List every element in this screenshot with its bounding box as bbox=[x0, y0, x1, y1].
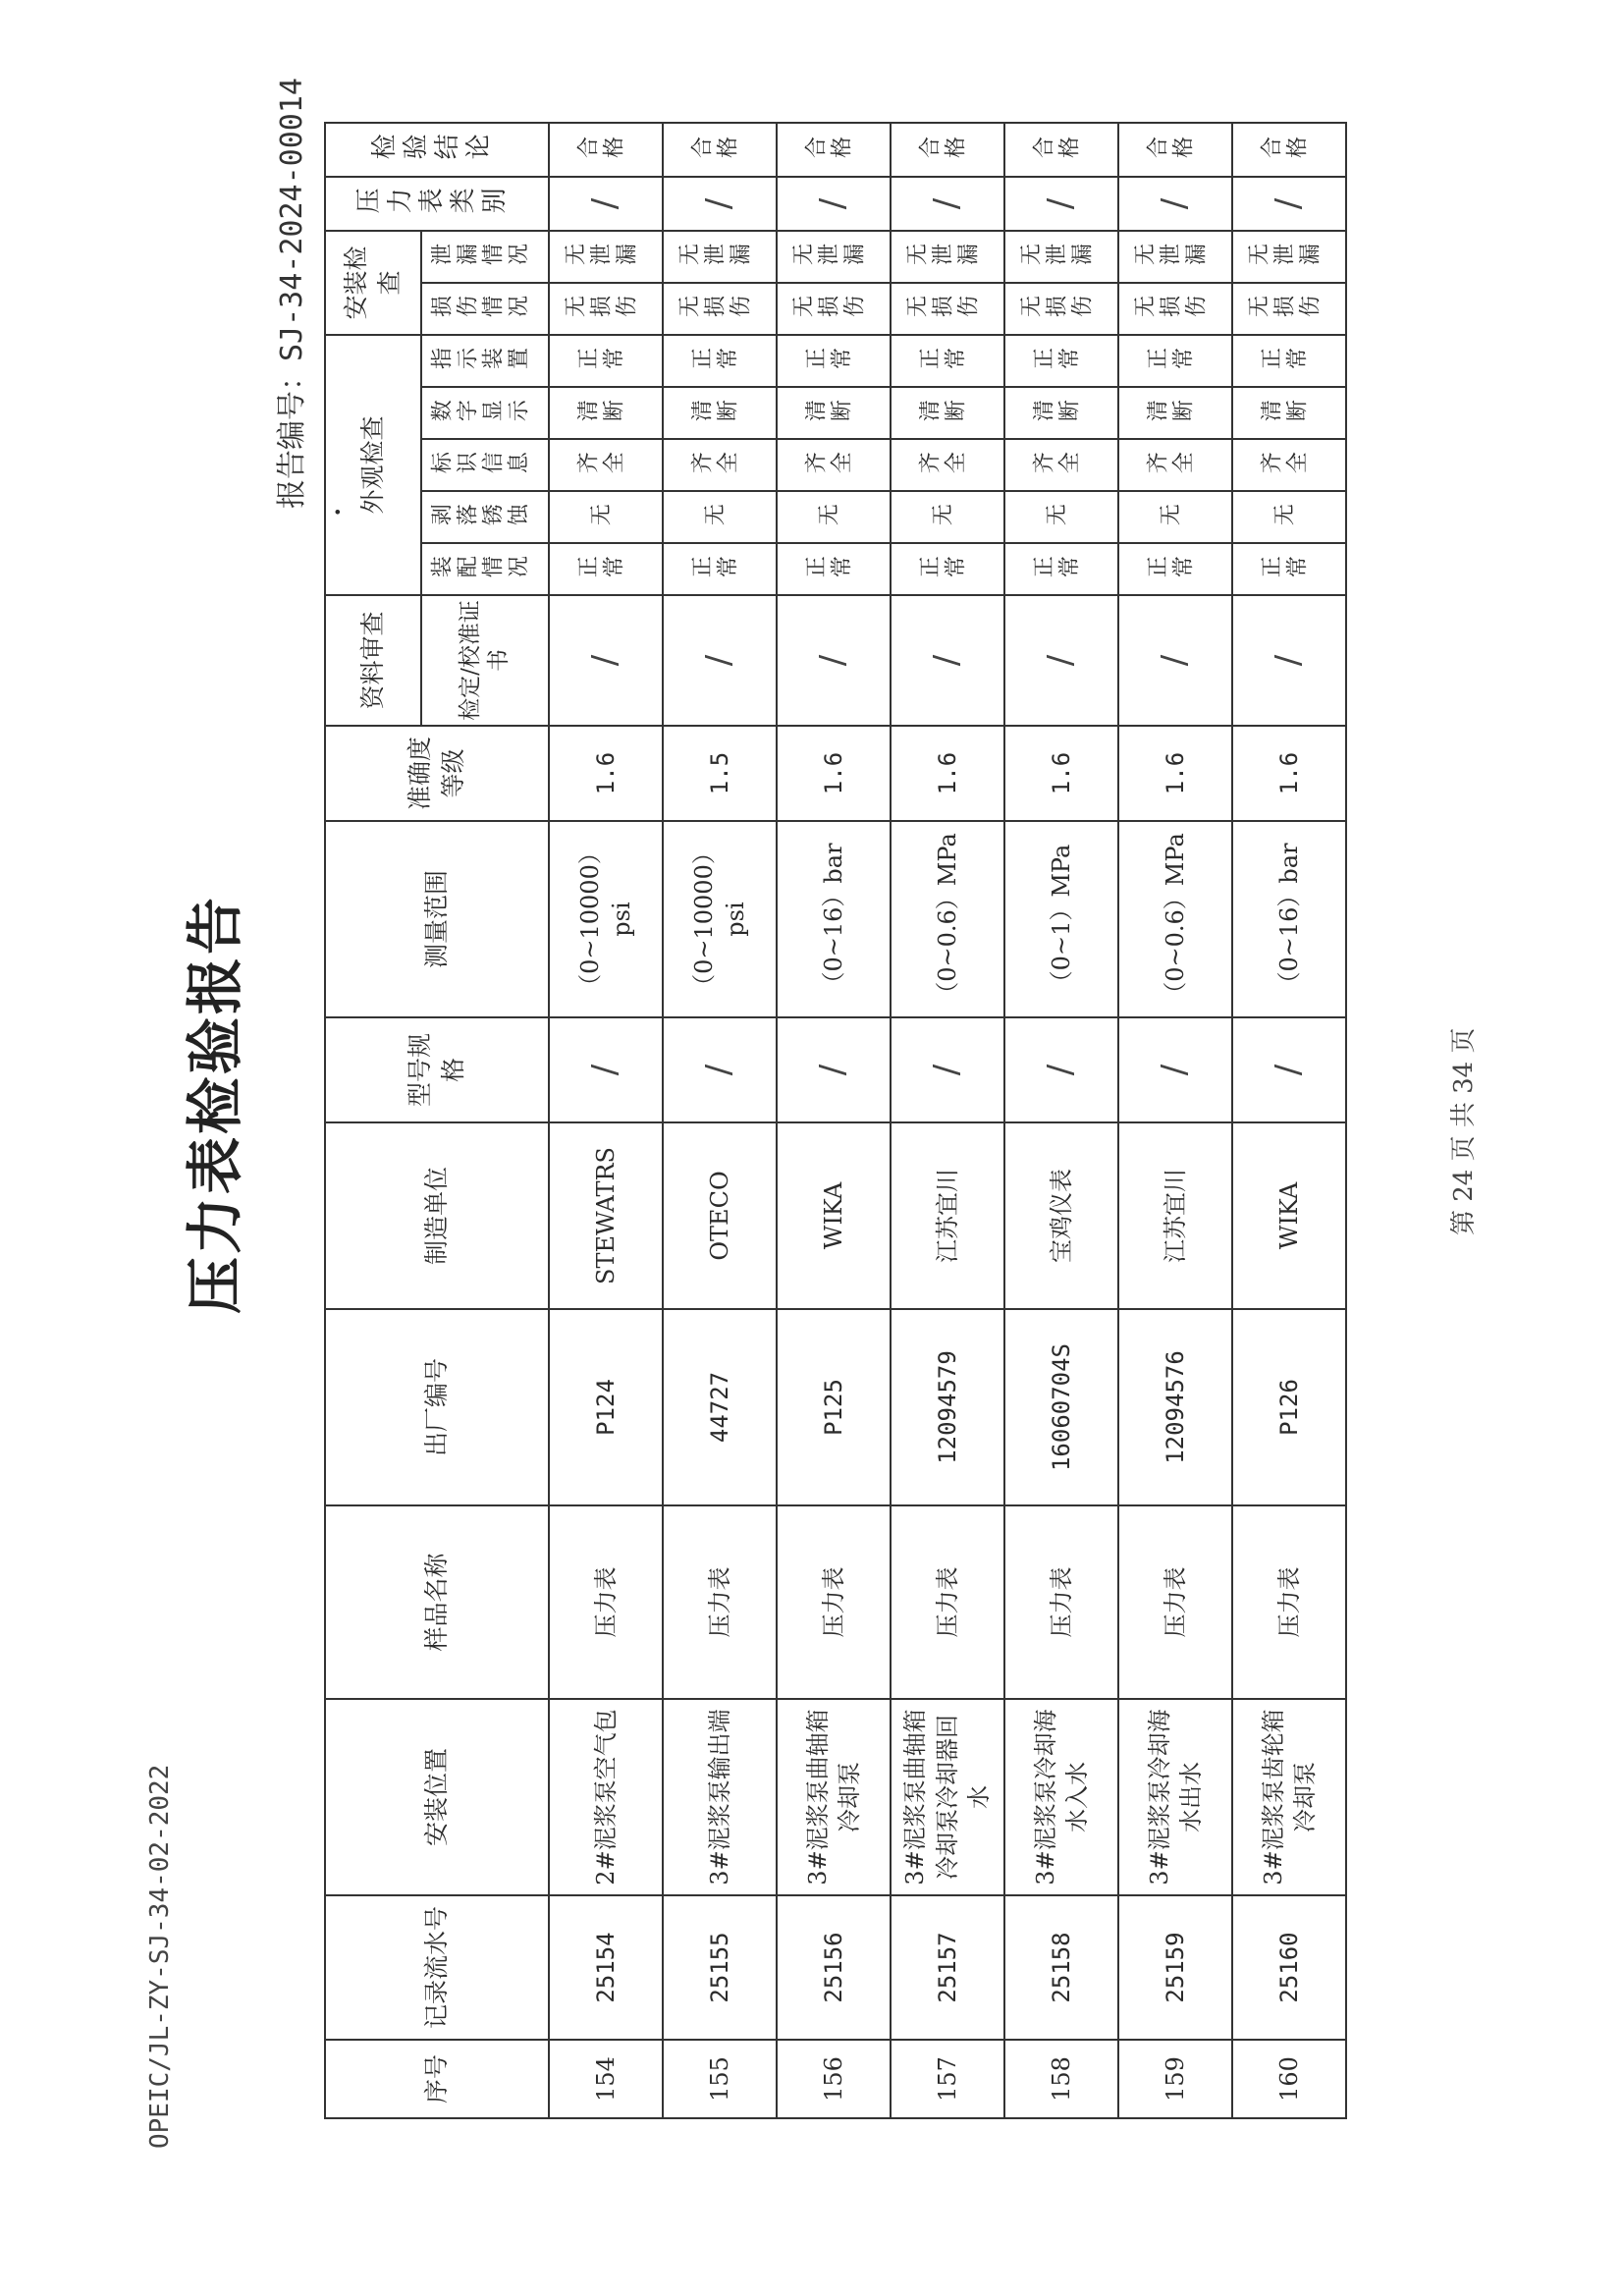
cell-range: （0~10000）psi bbox=[549, 821, 663, 1017]
header-serial-no: 出厂编号 bbox=[325, 1309, 549, 1505]
cell-seq: 156 bbox=[777, 2040, 891, 2118]
cell-peeling: 无 bbox=[1232, 491, 1346, 543]
cell-leak: 无泄漏 bbox=[1118, 231, 1232, 283]
report-number-value: SJ-34-2024-00014 bbox=[275, 78, 309, 361]
cell-docs-cert: / bbox=[1004, 595, 1118, 726]
cell-gauge-type: / bbox=[663, 177, 777, 231]
cell-assembly: 正常 bbox=[663, 543, 777, 595]
cell-digit-display: 清断 bbox=[777, 387, 891, 439]
cell-seq: 159 bbox=[1118, 2040, 1232, 2118]
cell-label-info: 齐全 bbox=[777, 439, 891, 491]
header-gauge-type: 压力表类别 bbox=[325, 177, 549, 231]
cell-damage: 无损伤 bbox=[549, 283, 663, 335]
header-damage: 损伤情况 bbox=[421, 283, 549, 335]
cell-docs-cert: / bbox=[891, 595, 1004, 726]
cell-range: （0~16）bar bbox=[777, 821, 891, 1017]
cell-peeling: 无 bbox=[1118, 491, 1232, 543]
cell-conclusion: 合格 bbox=[663, 123, 777, 177]
cell-record-no: 25156 bbox=[777, 1895, 891, 2040]
cell-label-info: 齐全 bbox=[1118, 439, 1232, 491]
cell-record-no: 25154 bbox=[549, 1895, 663, 2040]
header-seq: 序号 bbox=[325, 2040, 549, 2118]
header-label-info: 标识信息 bbox=[421, 439, 549, 491]
stray-mark: • bbox=[329, 507, 348, 517]
cell-model: / bbox=[891, 1017, 1004, 1122]
cell-manufacturer: OTECO bbox=[663, 1122, 777, 1309]
cell-model: / bbox=[663, 1017, 777, 1122]
cell-peeling: 无 bbox=[891, 491, 1004, 543]
cell-damage: 无损伤 bbox=[1004, 283, 1118, 335]
cell-leak: 无泄漏 bbox=[549, 231, 663, 283]
cell-record-no: 25155 bbox=[663, 1895, 777, 2040]
cell-leak: 无泄漏 bbox=[777, 231, 891, 283]
header-docs-cert: 检定/校准证书 bbox=[421, 595, 549, 726]
cell-serial-no: P125 bbox=[777, 1309, 891, 1505]
cell-pointer: 正常 bbox=[1004, 335, 1118, 387]
cell-accuracy: 1.6 bbox=[891, 726, 1004, 821]
cell-gauge-type: / bbox=[891, 177, 1004, 231]
cell-manufacturer: WIKA bbox=[777, 1122, 891, 1309]
form-code: OPEIC/JL-ZY-SJ-34-02-2022 bbox=[145, 1764, 175, 2149]
cell-model: / bbox=[777, 1017, 891, 1122]
cell-range: （0~16）bar bbox=[1232, 821, 1346, 1017]
cell-docs-cert: / bbox=[549, 595, 663, 726]
cell-conclusion: 合格 bbox=[1004, 123, 1118, 177]
cell-seq: 160 bbox=[1232, 2040, 1346, 2118]
cell-digit-display: 清断 bbox=[1004, 387, 1118, 439]
cell-sample-name: 压力表 bbox=[549, 1505, 663, 1699]
cell-assembly: 正常 bbox=[1232, 543, 1346, 595]
table-row bbox=[1118, 123, 1232, 2118]
header-install-group: 安装检查 bbox=[325, 231, 421, 335]
cell-peeling: 无 bbox=[549, 491, 663, 543]
cell-accuracy: 1.6 bbox=[777, 726, 891, 821]
header-model: 型号规格 bbox=[325, 1017, 549, 1122]
cell-accuracy: 1.6 bbox=[1118, 726, 1232, 821]
cell-accuracy: 1.5 bbox=[663, 726, 777, 821]
cell-seq: 154 bbox=[549, 2040, 663, 2118]
header-sample-name: 样品名称 bbox=[325, 1505, 549, 1699]
cell-sample-name: 压力表 bbox=[1232, 1505, 1346, 1699]
cell-manufacturer: 江苏宜川 bbox=[891, 1122, 1004, 1309]
cell-range: （0~0.6）MPa bbox=[891, 821, 1004, 1017]
cell-docs-cert: / bbox=[663, 595, 777, 726]
header-appearance-group: 外观检查 bbox=[325, 335, 421, 595]
page-footer: 第 24 页 共 34 页 bbox=[1449, 1027, 1479, 1235]
cell-location: 2#泥浆泵空气包 bbox=[549, 1699, 663, 1895]
cell-location: 3#泥浆泵冷却海水出水 bbox=[1118, 1699, 1232, 1895]
cell-assembly: 正常 bbox=[1004, 543, 1118, 595]
cell-docs-cert: / bbox=[777, 595, 891, 726]
cell-sample-name: 压力表 bbox=[1004, 1505, 1118, 1699]
cell-conclusion: 合格 bbox=[777, 123, 891, 177]
cell-accuracy: 1.6 bbox=[1004, 726, 1118, 821]
cell-leak: 无泄漏 bbox=[891, 231, 1004, 283]
cell-digit-display: 清断 bbox=[663, 387, 777, 439]
cell-gauge-type: / bbox=[1004, 177, 1118, 231]
cell-damage: 无损伤 bbox=[777, 283, 891, 335]
cell-docs-cert: / bbox=[1118, 595, 1232, 726]
cell-model: / bbox=[1232, 1017, 1346, 1122]
cell-location: 3#泥浆泵冷却海水入水 bbox=[1004, 1699, 1118, 1895]
cell-serial-no: P124 bbox=[549, 1309, 663, 1505]
cell-digit-display: 清断 bbox=[1232, 387, 1346, 439]
cell-assembly: 正常 bbox=[891, 543, 1004, 595]
cell-damage: 无损伤 bbox=[1232, 283, 1346, 335]
cell-seq: 158 bbox=[1004, 2040, 1118, 2118]
cell-model: / bbox=[1004, 1017, 1118, 1122]
cell-serial-no: 44727 bbox=[663, 1309, 777, 1505]
cell-pointer: 正常 bbox=[1118, 335, 1232, 387]
cell-label-info: 齐全 bbox=[549, 439, 663, 491]
inspection-table bbox=[324, 122, 1347, 2119]
cell-pointer: 正常 bbox=[549, 335, 663, 387]
cell-serial-no: P126 bbox=[1232, 1309, 1346, 1505]
table-row bbox=[1004, 123, 1118, 2118]
cell-leak: 无泄漏 bbox=[1004, 231, 1118, 283]
table-row bbox=[663, 123, 777, 2118]
cell-conclusion: 合格 bbox=[1118, 123, 1232, 177]
cell-pointer: 正常 bbox=[1232, 335, 1346, 387]
header-row-1 bbox=[325, 123, 421, 2118]
cell-peeling: 无 bbox=[663, 491, 777, 543]
page-title: 压力表检验报告 bbox=[182, 894, 248, 1314]
cell-location: 3#泥浆泵曲轴箱冷却泵 bbox=[777, 1699, 891, 1895]
header-leak: 泄漏情况 bbox=[421, 231, 549, 283]
cell-range: （0~10000）psi bbox=[663, 821, 777, 1017]
cell-record-no: 25160 bbox=[1232, 1895, 1346, 2040]
cell-assembly: 正常 bbox=[1118, 543, 1232, 595]
cell-location: 3#泥浆泵齿轮箱冷却泵 bbox=[1232, 1699, 1346, 1895]
cell-label-info: 齐全 bbox=[891, 439, 1004, 491]
cell-location: 3#泥浆泵曲轴箱冷却泵冷却器回水 bbox=[891, 1699, 1004, 1895]
header-pointer: 指示装置 bbox=[421, 335, 549, 387]
cell-sample-name: 压力表 bbox=[891, 1505, 1004, 1699]
cell-accuracy: 1.6 bbox=[1232, 726, 1346, 821]
cell-location: 3#泥浆泵输出端 bbox=[663, 1699, 777, 1895]
cell-conclusion: 合格 bbox=[891, 123, 1004, 177]
cell-manufacturer: WIKA bbox=[1232, 1122, 1346, 1309]
cell-label-info: 齐全 bbox=[1004, 439, 1118, 491]
cell-record-no: 25159 bbox=[1118, 1895, 1232, 2040]
cell-serial-no: 12094576 bbox=[1118, 1309, 1232, 1505]
cell-serial-no: 16060704S bbox=[1004, 1309, 1118, 1505]
cell-gauge-type: / bbox=[1232, 177, 1346, 231]
cell-digit-display: 清断 bbox=[549, 387, 663, 439]
cell-range: （0~1）MPa bbox=[1004, 821, 1118, 1017]
cell-label-info: 齐全 bbox=[663, 439, 777, 491]
header-range: 测量范围 bbox=[325, 821, 549, 1017]
cell-manufacturer: 江苏宜川 bbox=[1118, 1122, 1232, 1309]
cell-manufacturer: STEWATRS bbox=[549, 1122, 663, 1309]
cell-gauge-type: / bbox=[549, 177, 663, 231]
report-number bbox=[267, 78, 310, 509]
cell-damage: 无损伤 bbox=[1118, 283, 1232, 335]
cell-gauge-type: / bbox=[777, 177, 891, 231]
cell-sample-name: 压力表 bbox=[1118, 1505, 1232, 1699]
cell-pointer: 正常 bbox=[777, 335, 891, 387]
table-row bbox=[549, 123, 663, 2118]
table-row bbox=[1232, 123, 1346, 2118]
cell-sample-name: 压力表 bbox=[663, 1505, 777, 1699]
cell-assembly: 正常 bbox=[549, 543, 663, 595]
cell-seq: 155 bbox=[663, 2040, 777, 2118]
cell-conclusion: 合格 bbox=[549, 123, 663, 177]
cell-model: / bbox=[1118, 1017, 1232, 1122]
cell-model: / bbox=[549, 1017, 663, 1122]
cell-damage: 无损伤 bbox=[663, 283, 777, 335]
header-record-no: 记录流水号 bbox=[325, 1895, 549, 2040]
cell-manufacturer: 宝鸡仪表 bbox=[1004, 1122, 1118, 1309]
cell-label-info: 齐全 bbox=[1232, 439, 1346, 491]
header-docs-group: 资料审查 bbox=[325, 595, 421, 726]
table-row bbox=[777, 123, 891, 2118]
cell-seq: 157 bbox=[891, 2040, 1004, 2118]
cell-assembly: 正常 bbox=[777, 543, 891, 595]
cell-record-no: 25158 bbox=[1004, 1895, 1118, 2040]
cell-docs-cert: / bbox=[1232, 595, 1346, 726]
cell-leak: 无泄漏 bbox=[1232, 231, 1346, 283]
cell-leak: 无泄漏 bbox=[663, 231, 777, 283]
header-conclusion: 检验结论 bbox=[325, 123, 549, 177]
cell-sample-name: 压力表 bbox=[777, 1505, 891, 1699]
cell-range: （0~0.6）MPa bbox=[1118, 821, 1232, 1017]
cell-damage: 无损伤 bbox=[891, 283, 1004, 335]
cell-peeling: 无 bbox=[1004, 491, 1118, 543]
header-manufacturer: 制造单位 bbox=[325, 1122, 549, 1309]
header-digit-display: 数字显示 bbox=[421, 387, 549, 439]
cell-conclusion: 合格 bbox=[1232, 123, 1346, 177]
header-assembly: 装配情况 bbox=[421, 543, 549, 595]
cell-record-no: 25157 bbox=[891, 1895, 1004, 2040]
table-row bbox=[891, 123, 1004, 2118]
header-peeling: 剥落锈蚀 bbox=[421, 491, 549, 543]
cell-gauge-type: / bbox=[1118, 177, 1232, 231]
cell-pointer: 正常 bbox=[891, 335, 1004, 387]
header-accuracy: 准确度等级 bbox=[325, 726, 549, 821]
cell-serial-no: 12094579 bbox=[891, 1309, 1004, 1505]
header-location: 安装位置 bbox=[325, 1699, 549, 1895]
cell-digit-display: 清断 bbox=[891, 387, 1004, 439]
cell-digit-display: 清断 bbox=[1118, 387, 1232, 439]
cell-pointer: 正常 bbox=[663, 335, 777, 387]
cell-accuracy: 1.6 bbox=[549, 726, 663, 821]
cell-peeling: 无 bbox=[777, 491, 891, 543]
report-number-label: 报告编号： bbox=[275, 361, 309, 509]
